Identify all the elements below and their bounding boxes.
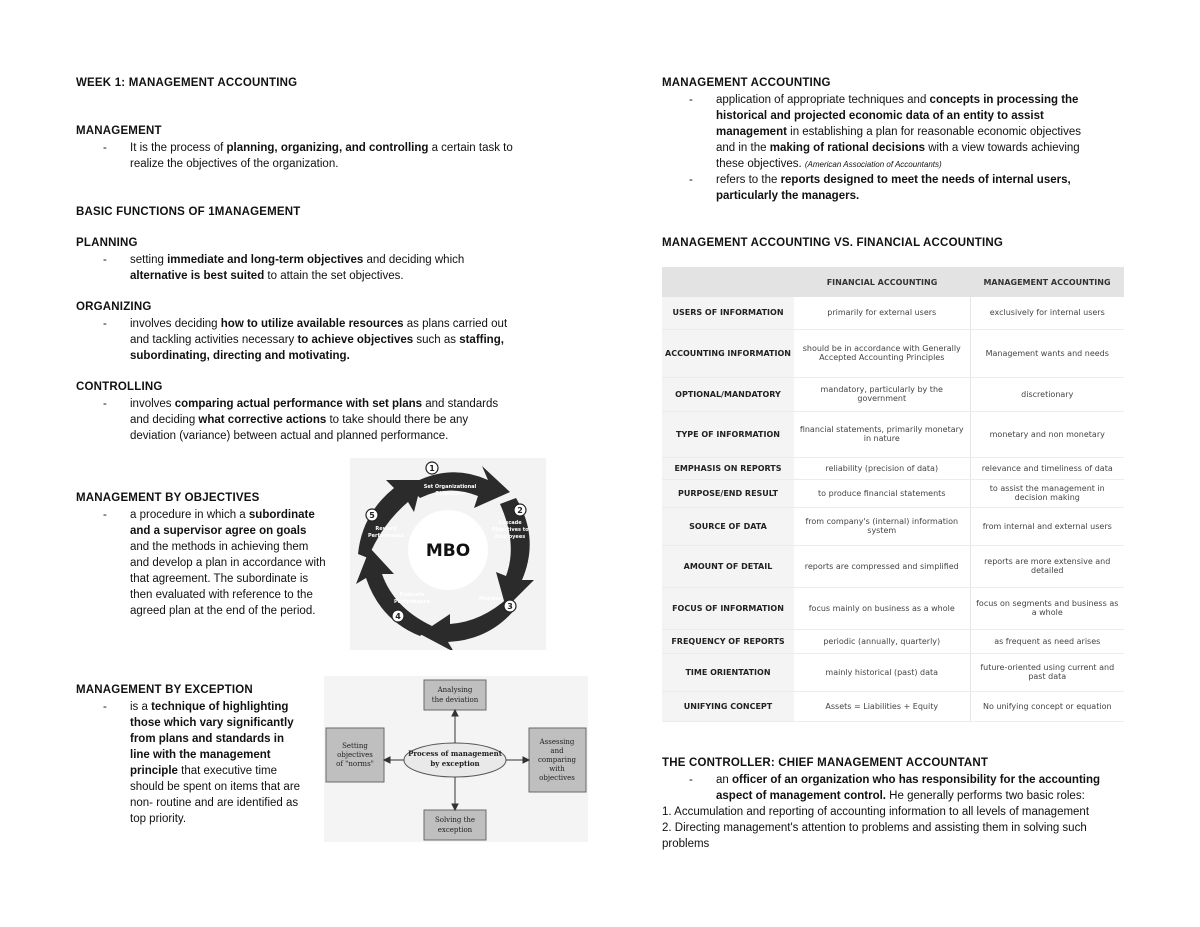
svg-text:Objectives to: Objectives to — [491, 527, 529, 533]
table-cell-management: discretionary — [970, 377, 1124, 411]
comparison-table — [662, 267, 1124, 722]
table-row — [662, 507, 1124, 545]
table-row-label: FREQUENCY OF REPORTS — [662, 629, 794, 653]
ma-heading: MANAGEMENT ACCOUNTING — [662, 77, 831, 89]
table-cell-management: monetary and non monetary — [970, 411, 1124, 457]
svg-text:objectives: objectives — [539, 774, 575, 782]
table-header-management: MANAGEMENT ACCOUNTING — [970, 267, 1124, 297]
table-row — [662, 297, 1124, 329]
svg-text:Evaluate: Evaluate — [399, 592, 425, 598]
controller-role-2: 2. Directing management's attention to problems and assisting them in solving such — [662, 822, 1087, 834]
management-heading: MANAGEMENT — [76, 125, 162, 137]
table-row — [662, 411, 1124, 457]
mbe-process-diagram — [324, 676, 588, 842]
table-cell-management: future-oriented using current and past data — [970, 653, 1124, 691]
mbo-center-label: MBO — [425, 541, 471, 561]
table-row-label: EMPHASIS ON REPORTS — [662, 457, 794, 479]
table-cell-financial: mainly historical (past) data — [794, 653, 970, 691]
table-cell-financial: reports are compressed and simplified — [794, 545, 970, 587]
table-header-financial: FINANCIAL ACCOUNTING — [794, 267, 970, 297]
mbo-cycle-diagram — [350, 458, 546, 650]
table-cell-management: relevance and timeliness of data — [970, 457, 1124, 479]
table-row — [662, 377, 1124, 411]
svg-text:Set Organizational: Set Organizational — [423, 484, 477, 490]
table-cell-financial: Assets = Liabilities + Equity — [794, 691, 970, 721]
svg-text:Process of management: Process of management — [408, 749, 502, 758]
table-row-label: SOURCE OF DATA — [662, 507, 794, 545]
table-row-label: PURPOSE/END RESULT — [662, 479, 794, 507]
mbe-box-bottom — [424, 810, 486, 840]
svg-text:3: 3 — [507, 602, 513, 611]
svg-text:with: with — [549, 765, 565, 773]
svg-text:5: 5 — [369, 511, 375, 520]
controller-roles — [662, 804, 1142, 852]
table-row — [662, 457, 1124, 479]
svg-text:Performance: Performance — [393, 599, 431, 605]
svg-text:by exception: by exception — [430, 759, 480, 768]
table-row-label: FOCUS OF INFORMATION — [662, 587, 794, 629]
svg-text:Employees: Employees — [494, 534, 526, 540]
svg-text:Cascade: Cascade — [498, 520, 522, 526]
svg-text:Analysing: Analysing — [437, 686, 473, 694]
svg-text:1: 1 — [429, 464, 435, 473]
svg-text:4: 4 — [395, 612, 401, 621]
svg-text:the deviation: the deviation — [431, 696, 479, 704]
table-header-row — [662, 267, 1124, 297]
vs-heading: MANAGEMENT ACCOUNTING VS. FINANCIAL ACCOUNTING — [662, 237, 1003, 249]
table-row-label: USERS OF INFORMATION — [662, 297, 794, 329]
table-header-blank — [662, 267, 794, 297]
svg-text:comparing: comparing — [537, 756, 577, 764]
table-cell-financial: mandatory, particularly by the government — [794, 377, 970, 411]
svg-text:objectives: objectives — [337, 751, 373, 759]
svg-text:2: 2 — [517, 506, 523, 515]
table-row — [662, 691, 1124, 721]
mbe-box-top — [424, 680, 486, 710]
table-cell-management: as frequent as need arises — [970, 629, 1124, 653]
table-row — [662, 587, 1124, 629]
planning-heading: PLANNING — [76, 237, 138, 249]
svg-text:Solving the: Solving the — [434, 816, 476, 824]
svg-text:Setting: Setting — [342, 742, 368, 750]
svg-text:Monitor: Monitor — [479, 596, 501, 602]
organizing-heading: ORGANIZING — [76, 301, 152, 313]
controlling-heading: CONTROLLING — [76, 381, 163, 393]
svg-text:and: and — [550, 747, 564, 755]
table-row — [662, 479, 1124, 507]
table-row-label: ACCOUNTING INFORMATION — [662, 329, 794, 377]
mbo-heading: MANAGEMENT BY OBJECTIVES — [76, 492, 260, 504]
controller-role-1: 1. Accumulation and reporting of accounting information to all levels of management — [662, 806, 1090, 818]
table-cell-management: focus on segments and business as a whole — [970, 587, 1124, 629]
table-row — [662, 545, 1124, 587]
table-cell-financial: from company's (internal) information system — [794, 507, 970, 545]
svg-text:Assessing: Assessing — [539, 738, 575, 746]
table-row-label: UNIFYING CONCEPT — [662, 691, 794, 721]
basic-functions-heading: BASIC FUNCTIONS OF 1MANAGEMENT — [76, 206, 301, 218]
week-title: WEEK 1: MANAGEMENT ACCOUNTING — [76, 77, 298, 89]
controller-heading: THE CONTROLLER: CHIEF MANAGEMENT ACCOUNTANT — [662, 757, 989, 769]
table-cell-management: Management wants and needs — [970, 329, 1124, 377]
table-cell-management: exclusively for internal users — [970, 297, 1124, 329]
svg-text:exception: exception — [437, 826, 473, 834]
table-cell-management: from internal and external users — [970, 507, 1124, 545]
table-row — [662, 653, 1124, 691]
table-row-label: TIME ORIENTATION — [662, 653, 794, 691]
controller-role-2-cont: problems — [662, 838, 710, 850]
table-cell-financial: primarily for external users — [794, 297, 970, 329]
table-row-label: TYPE OF INFORMATION — [662, 411, 794, 457]
table-cell-financial: should be in accordance with Generally Accepted Accounting Principles — [794, 329, 970, 377]
svg-text:Objectives: Objectives — [435, 491, 465, 497]
table-cell-management: to assist the management in decision making — [970, 479, 1124, 507]
table-cell-financial: periodic (annually, quarterly) — [794, 629, 970, 653]
svg-text:Reward: Reward — [375, 526, 397, 532]
table-row — [662, 329, 1124, 377]
table-cell-financial: to produce financial statements — [794, 479, 970, 507]
table-cell-financial: reliability (precision of data) — [794, 457, 970, 479]
mbe-heading: MANAGEMENT BY EXCEPTION — [76, 684, 253, 696]
table-row — [662, 629, 1124, 653]
table-row-label: OPTIONAL/MANDATORY — [662, 377, 794, 411]
table-cell-management: No unifying concept or equation — [970, 691, 1124, 721]
svg-text:Performance: Performance — [367, 533, 405, 539]
table-row-label: AMOUNT OF DETAIL — [662, 545, 794, 587]
svg-text:of "norms": of "norms" — [336, 760, 374, 768]
table-cell-financial: financial statements, primarily monetary in nature — [794, 411, 970, 457]
table-cell-financial: focus mainly on business as a whole — [794, 587, 970, 629]
table-cell-management: reports are more extensive and detailed — [970, 545, 1124, 587]
